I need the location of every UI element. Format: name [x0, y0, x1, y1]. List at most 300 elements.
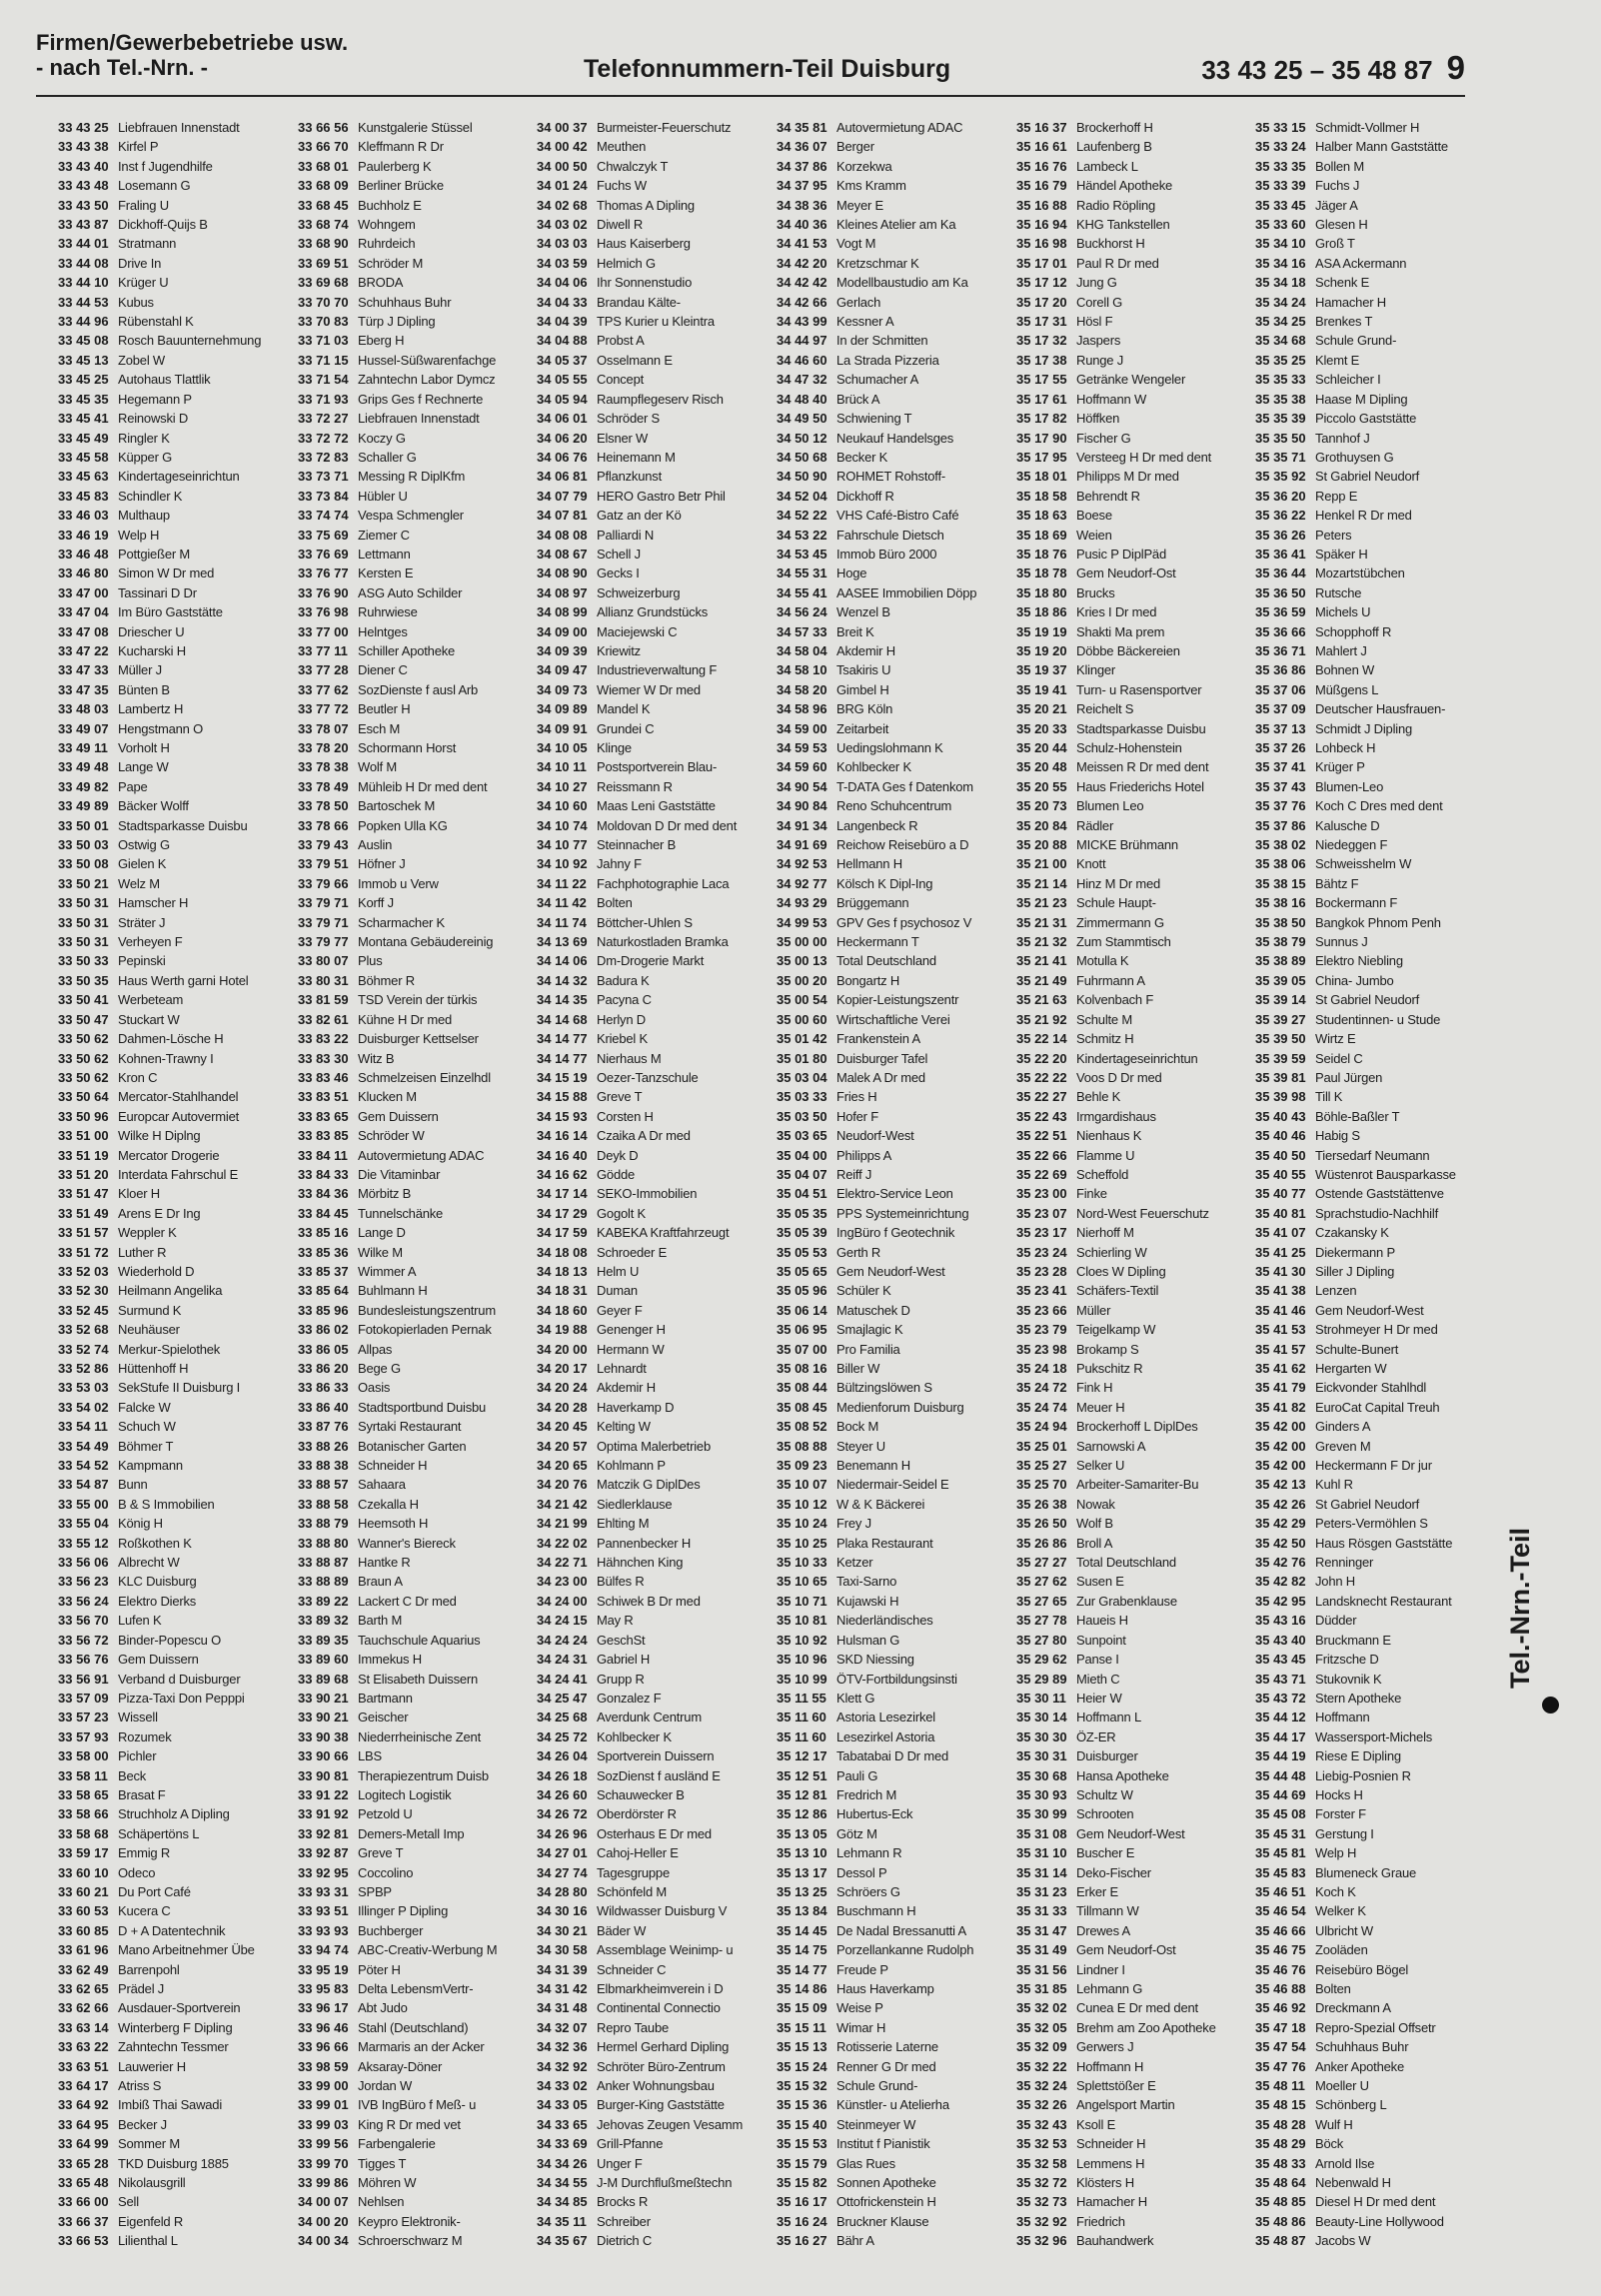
- directory-entry: [298, 429, 532, 448]
- directory-entry: [537, 1437, 771, 1456]
- phone-number: 35 41 38: [1255, 1283, 1306, 1299]
- subscriber-name: Fries H: [836, 1089, 877, 1105]
- directory-entry: [1255, 893, 1489, 912]
- subscriber-name: Sprachstudio-Nachhilf: [1315, 1205, 1438, 1221]
- directory-entry: [537, 176, 771, 195]
- directory-entry: [1255, 273, 1489, 292]
- subscriber-name: Weppler K: [118, 1225, 177, 1241]
- directory-entry: [537, 1165, 771, 1184]
- subscriber-name: Kujawski H: [836, 1593, 899, 1609]
- directory-entry: [1255, 487, 1489, 506]
- subscriber-name: Fachphotographie Laca: [597, 875, 730, 891]
- directory-entry: [777, 234, 1010, 253]
- directory-entry: [298, 1785, 532, 1804]
- directory-entry: [1255, 1068, 1489, 1087]
- directory-entry: [1016, 913, 1250, 932]
- directory-entry: [1255, 796, 1489, 815]
- subscriber-name: Grupp R: [597, 1671, 645, 1687]
- subscriber-name: Heckermann T: [836, 934, 919, 950]
- directory-entry: [1255, 1262, 1489, 1281]
- subscriber-name: Schultz W: [1076, 1786, 1133, 1802]
- phone-number: 34 37 95: [777, 178, 827, 194]
- subscriber-name: Arnold Ilse: [1315, 2155, 1375, 2171]
- directory-entry: [298, 1068, 532, 1087]
- directory-entry: [58, 951, 292, 970]
- subscriber-name: Assemblage Weinimp- u: [597, 1942, 734, 1958]
- directory-entry: [298, 2192, 532, 2211]
- phone-number: 35 12 81: [777, 1786, 827, 1802]
- directory-entry: [1016, 137, 1250, 156]
- phone-number: 35 23 98: [1016, 1341, 1067, 1357]
- directory-entry: [58, 1475, 292, 1494]
- subscriber-name: Böhle-Baßler T: [1315, 1108, 1400, 1124]
- directory-entry: [58, 893, 292, 912]
- directory-entry: [777, 2134, 1010, 2153]
- side-tab-label: Tel.-Nrn.-Teil: [1505, 1528, 1535, 1689]
- phone-number: 35 46 66: [1255, 1922, 1306, 1938]
- subscriber-name: Raumpflegeserv Risch: [597, 391, 724, 407]
- subscriber-name: Gem Duissern: [118, 1652, 199, 1668]
- directory-entry: [298, 2115, 532, 2134]
- directory-entry: [298, 1126, 532, 1145]
- phone-number: 33 54 49: [58, 1438, 109, 1454]
- phone-number: 34 99 53: [777, 914, 827, 930]
- directory-entry: [1255, 1087, 1489, 1106]
- phone-number: 33 44 08: [58, 255, 109, 271]
- phone-number: 35 15 13: [777, 2039, 827, 2055]
- phone-number: 34 18 08: [537, 1244, 588, 1260]
- subscriber-name: Wolf M: [358, 759, 398, 775]
- directory-entry: [1255, 1940, 1489, 1959]
- phone-number: 35 10 71: [777, 1593, 827, 1609]
- phone-number: 33 78 07: [298, 720, 349, 736]
- directory-entry: [1016, 1475, 1250, 1494]
- subscriber-name: Schell J: [597, 546, 641, 562]
- phone-number: 34 11 74: [537, 914, 587, 930]
- subscriber-name: Piccolo Gaststätte: [1315, 411, 1417, 427]
- directory-entry: [537, 1204, 771, 1223]
- subscriber-name: Pannenbecker H: [597, 1535, 692, 1551]
- directory-entry: [1255, 2173, 1489, 2192]
- directory-entry: [1255, 1456, 1489, 1475]
- directory-entry: [537, 1901, 771, 1920]
- subscriber-name: Blumen Leo: [1076, 798, 1144, 814]
- directory-entry: [58, 1901, 292, 1920]
- phone-number: 35 36 41: [1255, 546, 1306, 562]
- subscriber-name: Schulte-Bunert: [1315, 1341, 1399, 1357]
- subscriber-name: Kleines Atelier am Ka: [836, 217, 956, 233]
- phone-number: 34 33 65: [537, 2116, 588, 2132]
- directory-entry: [298, 1843, 532, 1862]
- directory-entry: [1016, 429, 1250, 448]
- subscriber-name: ÖZ-ER: [1076, 1728, 1116, 1744]
- subscriber-name: Sunnus J: [1315, 934, 1368, 950]
- phone-number: 35 05 96: [777, 1283, 827, 1299]
- phone-number: 34 26 18: [537, 1767, 588, 1783]
- directory-entry: [1255, 564, 1489, 582]
- phone-number: 34 06 76: [537, 449, 588, 465]
- phone-number: 35 40 77: [1255, 1186, 1306, 1202]
- directory-entry: [1016, 1921, 1250, 1940]
- phone-number: 33 46 48: [58, 546, 109, 562]
- directory-entry: [537, 932, 771, 951]
- directory-entry: [298, 331, 532, 350]
- phone-number: 34 27 74: [537, 1864, 588, 1880]
- subscriber-name: Laufenberg B: [1076, 139, 1152, 155]
- phone-number: 34 18 31: [537, 1283, 588, 1299]
- phone-number: 34 90 54: [777, 778, 827, 794]
- directory-entry: [58, 564, 292, 582]
- phone-number: 33 74 74: [298, 508, 349, 524]
- phone-number: 34 34 55: [537, 2175, 588, 2191]
- directory-entry: [537, 854, 771, 873]
- phone-number: 35 20 84: [1016, 817, 1067, 833]
- phone-number: 35 20 88: [1016, 837, 1067, 853]
- subscriber-name: Ketzer: [836, 1555, 873, 1571]
- phone-number: 35 15 24: [777, 2058, 827, 2074]
- phone-number: 33 44 10: [58, 275, 109, 291]
- directory-entry: [537, 2173, 771, 2192]
- phone-number: 33 99 86: [298, 2175, 349, 2191]
- phone-number: 35 12 17: [777, 1748, 827, 1764]
- phone-number: 35 16 27: [777, 2233, 827, 2249]
- subscriber-name: Blumen-Leo: [1315, 778, 1384, 794]
- directory-entry: [1016, 273, 1250, 292]
- phone-number: 35 24 74: [1016, 1399, 1067, 1415]
- phone-number: 33 66 70: [298, 139, 349, 155]
- subscriber-name: Verband d Duisburger: [118, 1671, 241, 1687]
- phone-number: 34 15 19: [537, 1069, 588, 1085]
- phone-number: 35 23 28: [1016, 1263, 1067, 1279]
- subscriber-name: Bünten B: [118, 681, 170, 697]
- directory-entry: [58, 1359, 292, 1378]
- subscriber-name: Selker U: [1076, 1458, 1125, 1474]
- subscriber-name: Grundei C: [597, 720, 655, 736]
- phone-number: 34 16 62: [537, 1166, 588, 1182]
- phone-number: 34 14 68: [537, 1011, 588, 1027]
- phone-number: 33 99 70: [298, 2155, 349, 2171]
- phone-number: 35 15 11: [777, 2019, 826, 2035]
- directory-entry: [298, 1592, 532, 1611]
- subscriber-name: Multhaup: [118, 508, 170, 524]
- subscriber-name: Oberdörster R: [597, 1806, 677, 1822]
- directory-entry: [777, 2115, 1010, 2134]
- directory-entry: [1255, 932, 1489, 951]
- subscriber-name: Kelting W: [597, 1419, 651, 1435]
- directory-entry: [777, 602, 1010, 621]
- directory-entry: [1255, 874, 1489, 893]
- directory-entry: [1016, 719, 1250, 738]
- subscriber-name: Ostende Gaststättenve: [1315, 1186, 1444, 1202]
- phone-number: 34 00 07: [298, 2194, 349, 2210]
- directory-entry: [1255, 1708, 1489, 1726]
- subscriber-name: Rädler: [1076, 817, 1114, 833]
- directory-entry: [1255, 1146, 1489, 1165]
- phone-number: 34 91 34: [777, 817, 827, 833]
- phone-number: 34 31 48: [537, 2000, 588, 2016]
- phone-number: 34 06 01: [537, 411, 588, 427]
- phone-number: 35 18 86: [1016, 604, 1067, 620]
- directory-entry: [298, 1417, 532, 1436]
- directory-entry: [58, 1262, 292, 1281]
- phone-number: 35 17 31: [1016, 314, 1067, 330]
- subscriber-name: Bege G: [358, 1361, 401, 1376]
- directory-entry: [1255, 448, 1489, 467]
- directory-entry: [1016, 293, 1250, 312]
- directory-entry: [777, 1146, 1010, 1165]
- phone-number: 34 10 27: [537, 778, 588, 794]
- phone-number: 33 83 51: [298, 1089, 349, 1105]
- directory-entry: [298, 564, 532, 582]
- directory-entry: [1255, 2037, 1489, 2056]
- subscriber-name: Grips Ges f Rechnerte: [358, 391, 484, 407]
- subscriber-name: Akdemir H: [597, 1380, 656, 1396]
- subscriber-name: Schäfers-Textil: [1076, 1283, 1159, 1299]
- subscriber-name: Wolf B: [1076, 1516, 1113, 1532]
- directory-entry: [537, 526, 771, 545]
- phone-number: 35 32 24: [1016, 2078, 1067, 2094]
- phone-number: 33 99 03: [298, 2116, 349, 2132]
- subscriber-name: Wissell: [118, 1710, 158, 1725]
- phone-number: 35 21 14: [1016, 875, 1067, 891]
- directory-entry: [537, 1708, 771, 1726]
- subscriber-name: Forster F: [1315, 1806, 1366, 1822]
- subscriber-name: Concept: [597, 372, 645, 388]
- phone-number: 34 09 89: [537, 701, 588, 717]
- directory-entry: [537, 971, 771, 990]
- number-range-text: 33 43 25 – 35 48 87: [1201, 55, 1433, 85]
- phone-number: 35 17 95: [1016, 449, 1067, 465]
- subscriber-name: Radio Röpling: [1076, 197, 1156, 213]
- subscriber-name: Tabatabai D Dr med: [836, 1748, 949, 1764]
- phone-number: 33 86 20: [298, 1361, 349, 1376]
- phone-number: 35 22 66: [1016, 1147, 1067, 1163]
- directory-entry: [58, 429, 292, 448]
- subscriber-name: SEKO-Immobilien: [597, 1186, 698, 1202]
- phone-number: 33 90 21: [298, 1690, 349, 1706]
- directory-entry: [537, 1766, 771, 1785]
- phone-number: 35 32 72: [1016, 2175, 1067, 2191]
- directory-entry: [58, 196, 292, 215]
- directory-entry: [298, 1824, 532, 1843]
- phone-number: 35 31 10: [1016, 1845, 1067, 1861]
- subscriber-name: Böck: [1315, 2136, 1344, 2152]
- phone-number: 34 09 91: [537, 720, 588, 736]
- directory-entry: [537, 487, 771, 506]
- phone-number: 35 39 59: [1255, 1050, 1306, 1066]
- directory-entry: [298, 1611, 532, 1630]
- phone-number: 34 10 11: [537, 759, 587, 775]
- phone-number: 35 39 14: [1255, 992, 1306, 1008]
- directory-entry: [58, 680, 292, 699]
- directory-entry: [777, 796, 1010, 815]
- directory-entry: [1016, 1320, 1250, 1339]
- subscriber-name: Reissmann R: [597, 778, 673, 794]
- directory-entry: [298, 796, 532, 815]
- subscriber-name: Shakti Ma prem: [1076, 623, 1165, 639]
- phone-number: 35 11 60: [777, 1710, 826, 1725]
- subscriber-name: Schormann Horst: [358, 740, 457, 755]
- directory-entry: [58, 757, 292, 776]
- phone-number: 35 10 92: [777, 1632, 827, 1648]
- directory-entry: [777, 971, 1010, 990]
- subscriber-name: Blumeneck Graue: [1315, 1864, 1417, 1880]
- phone-number: 33 50 41: [58, 992, 109, 1008]
- phone-number: 35 22 22: [1016, 1069, 1067, 1085]
- subscriber-name: Geischer: [358, 1710, 409, 1725]
- phone-number: 34 31 39: [537, 1961, 588, 1977]
- directory-entry: [1255, 1650, 1489, 1669]
- phone-number: 35 10 81: [777, 1613, 827, 1629]
- subscriber-name: Schuch W: [118, 1419, 176, 1435]
- phone-number: 33 66 53: [58, 2233, 109, 2249]
- phone-number: 33 53 03: [58, 1380, 109, 1396]
- subscriber-name: Teigelkamp W: [1076, 1322, 1156, 1338]
- phone-number: 33 85 64: [298, 1283, 349, 1299]
- phone-number: 33 77 62: [298, 681, 349, 697]
- phone-number: 33 93 51: [298, 1903, 349, 1919]
- subscriber-name: Döbbe Bäckereien: [1076, 642, 1180, 658]
- directory-entry: [1255, 1960, 1489, 1979]
- directory-entry: [58, 1417, 292, 1436]
- phone-number: 34 58 20: [777, 681, 827, 697]
- directory-entry: [58, 1398, 292, 1417]
- directory-entry: [1255, 1049, 1489, 1068]
- subscriber-name: Elektro-Service Leon: [836, 1186, 953, 1202]
- phone-number: 35 36 66: [1255, 623, 1306, 639]
- phone-number: 35 41 25: [1255, 1244, 1306, 1260]
- subscriber-name: Zum Stammtisch: [1076, 934, 1171, 950]
- subscriber-name: Stern Apotheke: [1315, 1690, 1402, 1706]
- directory-entry: [1255, 719, 1489, 738]
- subscriber-name: Liebfrauen Innenstadt: [118, 120, 240, 135]
- phone-number: 34 24 15: [537, 1613, 588, 1629]
- directory-entry: [1016, 254, 1250, 273]
- subscriber-name: Behrendt R: [1076, 488, 1140, 504]
- subscriber-name: Lauwerier H: [118, 2058, 186, 2074]
- directory-entry: [777, 1592, 1010, 1611]
- subscriber-name: Möhren W: [358, 2175, 417, 2191]
- phone-number: 33 65 48: [58, 2175, 109, 2191]
- subscriber-name: Paulerberg K: [358, 158, 432, 174]
- directory-entry: [537, 1804, 771, 1823]
- directory-entry: [537, 777, 771, 796]
- phone-number: 34 30 16: [537, 1903, 588, 1919]
- directory-entry: [1016, 1979, 1250, 1998]
- phone-number: 35 25 70: [1016, 1477, 1067, 1493]
- subscriber-name: Bolten: [1315, 1981, 1351, 1996]
- subscriber-name: Haverkamp D: [597, 1399, 675, 1415]
- directory-entry: [298, 1398, 532, 1417]
- directory-entry: [58, 351, 292, 370]
- subscriber-name: Schneider H: [358, 1458, 428, 1474]
- directory-entry: [298, 1165, 532, 1184]
- directory-column: [298, 118, 532, 2251]
- subscriber-name: Autovermietung ADAC: [836, 120, 963, 135]
- subscriber-name: Czekalla H: [358, 1496, 419, 1512]
- phone-number: 33 88 80: [298, 1535, 349, 1551]
- phone-number: 34 08 97: [537, 584, 588, 600]
- subscriber-name: Continental Connectio: [597, 2000, 721, 2016]
- directory-entry: [1255, 990, 1489, 1009]
- phone-number: 35 08 45: [777, 1399, 827, 1415]
- phone-number: 35 39 98: [1255, 1089, 1306, 1105]
- subscriber-name: AASEE Immobilien Döpp: [836, 584, 977, 600]
- directory-entry: [1255, 215, 1489, 234]
- subscriber-name: Hulsman G: [836, 1632, 900, 1648]
- directory-entry: [1255, 1301, 1489, 1320]
- subscriber-name: Bähtz F: [1315, 875, 1359, 891]
- directory-entry: [777, 2018, 1010, 2037]
- subscriber-name: Friedrich: [1076, 2213, 1125, 2229]
- phone-number: 33 50 64: [58, 1089, 109, 1105]
- subscriber-name: Repro Taube: [597, 2019, 670, 2035]
- directory-entry: [298, 487, 532, 506]
- directory-entry: [1255, 1165, 1489, 1184]
- subscriber-name: Lehnardt: [597, 1361, 647, 1376]
- subscriber-name: Langenbeck R: [836, 817, 918, 833]
- subscriber-name: Lehmann G: [1076, 1981, 1143, 1996]
- directory-entry: [1016, 1631, 1250, 1650]
- directory-entry: [58, 738, 292, 757]
- phone-number: 35 27 78: [1016, 1613, 1067, 1629]
- subscriber-name: Meissen R Dr med dent: [1076, 759, 1209, 775]
- directory-entry: [537, 234, 771, 253]
- directory-entry: [777, 1901, 1010, 1920]
- phone-number: 35 30 30: [1016, 1728, 1067, 1744]
- subscriber-name: Weise P: [836, 2000, 883, 2016]
- directory-entry: [777, 1087, 1010, 1106]
- subscriber-name: Hamacher H: [1076, 2194, 1147, 2210]
- directory-entry: [1016, 1456, 1250, 1475]
- directory-entry: [1255, 2095, 1489, 2114]
- subscriber-name: Kron C: [118, 1069, 158, 1085]
- directory-entry: [58, 1534, 292, 1553]
- phone-number: 35 18 58: [1016, 488, 1067, 504]
- subscriber-name: Mozartstübchen: [1315, 566, 1405, 581]
- phone-number: 35 10 07: [777, 1477, 827, 1493]
- directory-entry: [1016, 1901, 1250, 1920]
- directory-entry: [298, 351, 532, 370]
- phone-number: 33 99 01: [298, 2097, 349, 2113]
- directory-entry: [1255, 1359, 1489, 1378]
- directory-entry: [777, 2057, 1010, 2076]
- phone-number: 33 54 87: [58, 1477, 109, 1493]
- directory-entry: [298, 273, 532, 292]
- phone-number: 35 35 33: [1255, 372, 1306, 388]
- phone-number: 33 58 00: [58, 1748, 109, 1764]
- subscriber-name: Kölsch K Dipl-Ing: [836, 875, 933, 891]
- phone-number: 33 47 00: [58, 584, 109, 600]
- directory-entry: [1016, 2037, 1250, 2056]
- page-header: [36, 30, 1465, 96]
- subscriber-name: Jung G: [1076, 275, 1117, 291]
- subscriber-name: Herlyn D: [597, 1011, 646, 1027]
- directory-entry: [537, 699, 771, 718]
- subscriber-name: Vespa Schmengler: [358, 508, 464, 524]
- phone-number: 35 27 65: [1016, 1593, 1067, 1609]
- subscriber-name: Niederrheinische Zent: [358, 1728, 481, 1744]
- phone-number: 35 44 69: [1255, 1786, 1306, 1802]
- directory-entry: [537, 1475, 771, 1494]
- phone-number: 33 87 76: [298, 1419, 349, 1435]
- directory-entry: [777, 1010, 1010, 1029]
- subscriber-name: Panse I: [1076, 1652, 1119, 1668]
- subscriber-name: Geyer F: [597, 1302, 643, 1318]
- subscriber-name: Bolten: [597, 895, 633, 911]
- phone-number: 34 30 21: [537, 1922, 588, 1938]
- directory-entry: [58, 1184, 292, 1203]
